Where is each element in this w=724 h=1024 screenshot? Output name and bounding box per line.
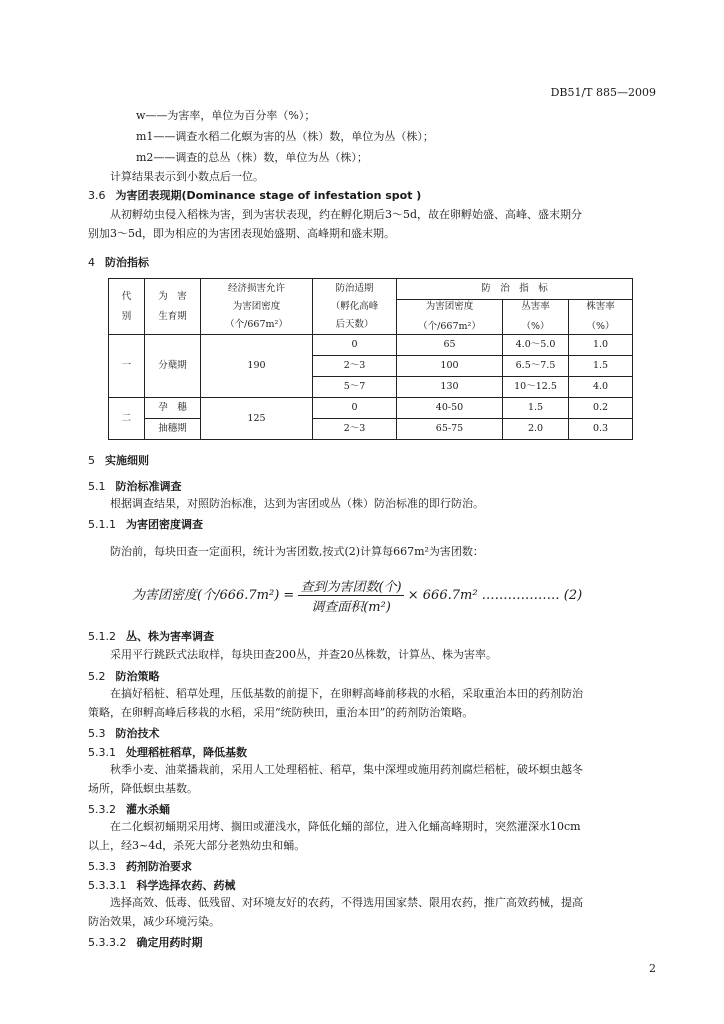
formula-numerator: 查到为害团数(个)	[298, 576, 403, 596]
stage-cell: 抽穗期	[145, 419, 201, 440]
section-5-3-3-1-body-1: 选择高效、低毒、低残留、对环境友好的农药，不得选用国家禁、限用农药，推广高效药械，提高	[110, 896, 583, 909]
plant-rate-cell: 0.3	[569, 419, 633, 440]
density-cell: 130	[397, 377, 503, 398]
econ-cell: 125	[201, 398, 313, 440]
cluster-rate-cell: 6.5～7.5	[503, 356, 569, 377]
section-5-2-body-1: 在搞好稻桩、稻草处理，压低基数的前提下，在卵孵高峰前移栽的水稻，采取重治本田的药剂防治	[110, 687, 583, 700]
section-5-1-body: 根据调查结果，对照防治标准，达到为害团或丛（株）防治标准的即行防治。	[110, 497, 484, 510]
header-stage: 为 害 生育期	[145, 279, 201, 335]
period-cell: 5～7	[313, 377, 397, 398]
table-row	[109, 335, 633, 356]
section-3-6-body-1: 从初孵幼虫侵入稻株为害，到为害状表现，约在孵化期后3～5d，故在卵孵始盛、高峰、盛末期分	[110, 208, 583, 221]
section-5-1-1-body: 防治前，每块田查一定面积，统计为害团数,按式(2)计算每667m²为害团数：	[110, 545, 484, 558]
header-generation: 代 别	[109, 279, 145, 335]
section-5-3-3-1-heading: 5.3.3.1 科学选择农药、药械	[88, 879, 236, 892]
header-control-index: 防 治 指 标	[397, 279, 633, 300]
cluster-rate-cell: 4.0～5.0	[503, 335, 569, 356]
section-5-3-1-body-2: 场所，降低螟虫基数。	[88, 782, 198, 795]
definition-m1: m1——调查水稻二化螟为害的丛（株）数，单位为丛（株）；	[136, 130, 434, 143]
section-5-2-heading: 5.2 防治策略	[88, 670, 160, 683]
header-plant-rate: 株害率 （%）	[569, 300, 633, 335]
gen-cell: 二	[109, 398, 145, 440]
density-cell: 65	[397, 335, 503, 356]
cluster-rate-cell: 10～12.5	[503, 377, 569, 398]
control-index-table	[108, 278, 633, 440]
definition-m2: m2——调查的总丛（株）数，单位为丛（株）；	[136, 151, 368, 164]
table-row	[109, 419, 633, 440]
density-cell: 100	[397, 356, 503, 377]
section-5-3-1-heading: 5.3.1 处理稻桩稻草，降低基数	[88, 746, 247, 759]
period-cell: 0	[313, 335, 397, 356]
section-4-heading: 4 防治指标	[88, 256, 149, 269]
section-5-3-3-2-heading: 5.3.3.2 确定用药时期	[88, 936, 203, 949]
header-density: 为害团密度 （个/667m²）	[397, 300, 503, 335]
plant-rate-cell: 0.2	[569, 398, 633, 419]
section-5-3-3-1-body-2: 防治效果，减少环境污染。	[88, 915, 220, 928]
period-cell: 0	[313, 398, 397, 419]
formula-rhs: × 666.7m² ……………… (2)	[407, 588, 583, 603]
density-cell: 40-50	[397, 398, 503, 419]
cluster-rate-cell: 1.5	[503, 398, 569, 419]
plant-rate-cell: 1.0	[569, 335, 633, 356]
table-row	[109, 398, 633, 419]
header-economic-threshold: 经济损害允许 为害团密度 （个/667m²）	[201, 279, 313, 335]
section-5-heading: 5 实施细则	[88, 454, 149, 467]
cluster-rate-cell: 2.0	[503, 419, 569, 440]
formula-fraction	[298, 576, 403, 615]
section-5-1-2-heading: 5.1.2 丛、株为害率调查	[88, 630, 214, 643]
stage-cell: 孕 穗	[145, 398, 201, 419]
section-5-1-1-heading: 5.1.1 为害团密度调查	[88, 518, 203, 531]
density-cell: 65-75	[397, 419, 503, 440]
plant-rate-cell: 1.5	[569, 356, 633, 377]
econ-cell: 190	[201, 335, 313, 398]
calc-note: 计算结果表示到小数点后一位。	[110, 170, 264, 183]
section-5-1-2-body: 采用平行跳跃式法取样，每块田查200丛，并查20丛株数，计算丛、株为害率。	[110, 648, 497, 661]
section-5-3-2-body-1: 在二化螟初蛹期采用烤、搁田或灌浅水，降低化蛹的部位，进入化蛹高峰期时，突然灌深水10cm	[110, 820, 581, 833]
section-5-3-2-heading: 5.3.2 灌水杀蛹	[88, 803, 170, 816]
header-cluster-rate: 丛害率 （%）	[503, 300, 569, 335]
formula-lhs: 为害团密度(个/666.7m²) =	[132, 588, 295, 603]
section-5-3-2-body-2: 以上，经3~4d，杀死大部分老熟幼虫和蛹。	[88, 839, 306, 852]
stage-cell: 分蘖期	[145, 335, 201, 398]
section-5-3-1-body-1: 秋季小麦、油菜播栽前，采用人工处理稻桩、稻草，集中深埋或施用药剂腐烂稻桩，破坏螟虫越冬	[110, 763, 583, 776]
definition-w: w——为害率，单位为百分率（%）；	[136, 109, 316, 122]
section-5-3-3-heading: 5.3.3 药剂防治要求	[88, 860, 192, 873]
period-cell: 2～3	[313, 356, 397, 377]
gen-cell: 一	[109, 335, 145, 398]
section-5-2-body-2: 策略，在卵孵高峰后移栽的水稻，采用“统防秧田，重治本田”的药剂防治策略。	[88, 706, 474, 719]
section-3-6-body-2: 别加3～5d，即为相应的为害团表现始盛期、高峰期和盛末期。	[88, 227, 396, 240]
doc-code: DB51/T 885—2009	[550, 86, 656, 99]
section-5-3-heading: 5.3 防治技术	[88, 727, 160, 740]
section-3-6-heading: 3.6 为害团表现期(Dominance stage of infestation spot )	[88, 189, 422, 202]
plant-rate-cell: 4.0	[569, 377, 633, 398]
formula-denominator: 调查面积(m²)	[311, 600, 391, 615]
formula-2	[132, 576, 582, 615]
period-cell: 2～3	[313, 419, 397, 440]
page-number: 2	[649, 962, 656, 975]
section-5-1-heading: 5.1 防治标准调查	[88, 480, 182, 493]
header-control-period: 防治适期 （孵化高峰 后天数）	[313, 279, 397, 335]
